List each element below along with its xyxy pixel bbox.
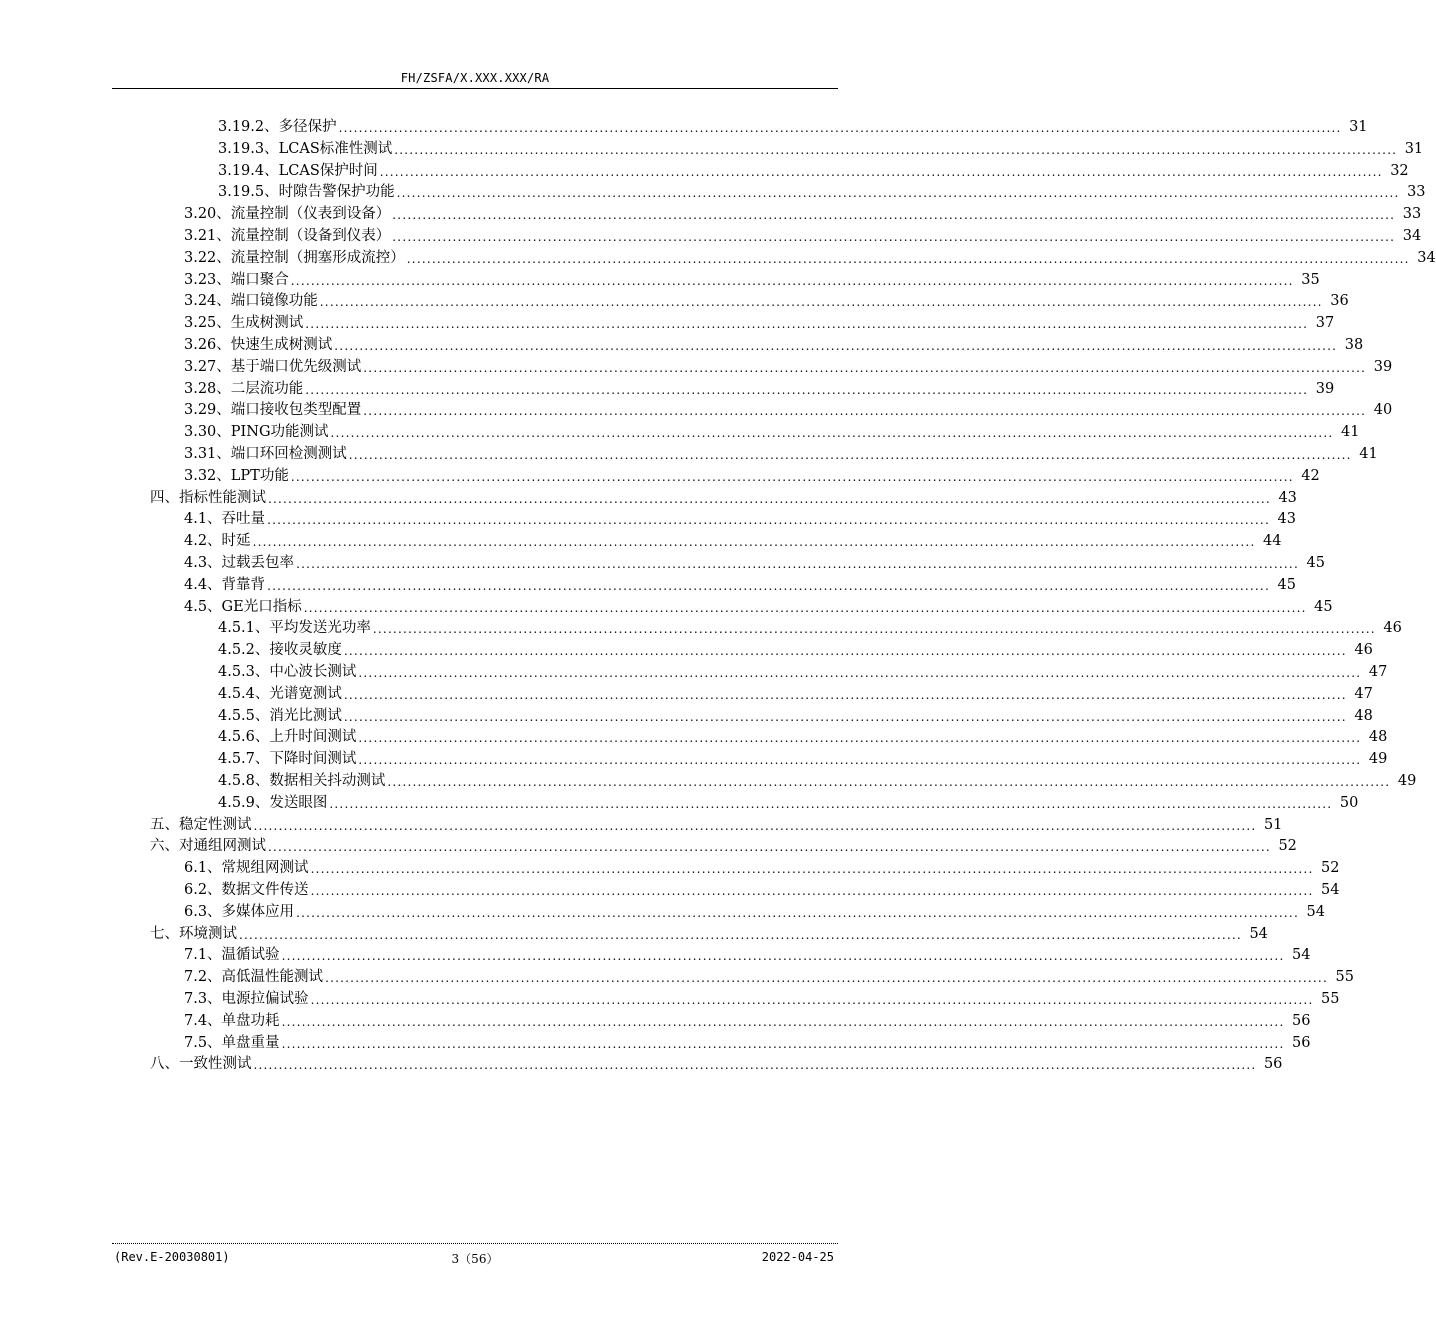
toc-entry-title: 3.30、PING功能测试 [184,424,329,441]
toc-entry[interactable] [184,878,1340,900]
toc-leader-dots: ........................................................................................................................................................................................................ [372,622,1376,637]
toc-leader-dots: ........................................................................................................................................................................................................ [305,382,1309,397]
toc-entry-title: 7.5、单盘重量 [184,1034,280,1051]
toc-leader-dots: ........................................................................................................................................................................................................ [396,186,1400,201]
toc-entry-page: 52 [1321,860,1340,877]
toc-entry-title: 七、环境测试 [150,925,237,942]
toc-entry-title: 3.19.2、多径保护 [218,119,337,135]
toc-entry-page: 45 [1306,555,1325,571]
toc-entry-page: 54 [1292,947,1311,964]
toc-leader-dots: ........................................................................................................................................................................................................ [343,644,1347,659]
toc-entry-page: 48 [1354,707,1373,724]
toc-leader-dots: ........................................................................................................................................................................................................ [358,753,1362,768]
toc-entry-title: 4.5.9、发送眼图 [218,794,328,811]
toc-entry-title: 4.1、吞吐量 [184,511,266,528]
toc-entry[interactable] [184,464,1320,486]
toc-leader-dots: ........................................................................................................................................................................................................ [330,426,1334,441]
toc-leader-dots: ........................................................................................................................................................................................................ [281,949,1285,964]
page-number: 3（56） [451,1252,499,1266]
toc-entry-page: 49 [1368,751,1388,768]
toc-entry[interactable] [184,507,1296,529]
toc-entry[interactable] [184,856,1340,878]
toc-entry-title: 八、一致性测试 [150,1056,252,1073]
toc-entry-title: 3.24、端口镜像功能 [184,293,318,310]
toc-entry[interactable] [218,660,1388,682]
toc-entry[interactable] [184,377,1335,399]
toc-entry-page: 31 [1349,119,1368,135]
toc-leader-dots: ........................................................................................................................................................................................................ [329,796,1333,811]
toc-entry-title: 3.28、二层流功能 [184,380,304,397]
toc-entry[interactable] [184,333,1364,355]
toc-leader-dots: ........................................................................................................................................................................................................ [379,164,1383,179]
toc-entry[interactable] [184,420,1360,442]
toc-leader-dots: ........................................................................................................................................................................................................ [387,775,1391,789]
toc-leader-dots: ........................................................................................................................................................................................................ [334,339,1338,353]
toc-leader-dots: ........................................................................................................................................................................................................ [290,469,1294,484]
toc-entry[interactable] [218,159,1409,181]
toc-entry-title: 3.29、端口接收包类型配置 [184,402,362,419]
toc-entry[interactable] [184,965,1354,987]
toc-leader-dots: ........................................................................................................................................................................................................ [267,578,1270,593]
toc-entry[interactable] [218,725,1388,747]
toc-entry[interactable] [184,268,1320,290]
toc-entry-title: 3.27、基于端口优先级测试 [184,358,362,375]
toc-entry-title: 7.2、高低温性能测试 [184,969,324,986]
toc-entry-page: 54 [1321,882,1340,898]
toc-entry-page: 33 [1402,206,1422,223]
toc-entry[interactable] [184,1031,1311,1053]
toc-entry-page: 48 [1368,729,1388,746]
toc-entry-page: 41 [1359,446,1378,462]
toc-leader-dots: ........................................................................................................................................................................................................ [392,208,1396,223]
toc-entry[interactable] [184,398,1393,420]
toc-entry-page: 55 [1335,969,1354,986]
toc-entry-title: 6.2、数据文件传送 [184,882,309,898]
toc-entry-title: 3.20、流量控制（仪表到设备） [184,206,391,223]
toc-entry-page: 41 [1340,424,1360,441]
toc-leader-dots: ........................................................................................................................................................................................................ [253,1058,1257,1073]
toc-entry-title: 四、指标性能测试 [150,489,266,506]
toc-entry[interactable] [150,922,1268,944]
toc-entry[interactable] [184,573,1296,595]
toc-entry-page: 56 [1292,1012,1311,1029]
toc-entry-title: 4.5.3、中心波长测试 [218,664,357,680]
footer-date: 2022-04-25 [761,1250,834,1264]
toc-entry-page: 47 [1354,685,1373,702]
toc-leader-dots: ........................................................................................................................................................................................................ [253,818,1257,833]
toc-entry[interactable] [184,595,1333,617]
toc-entry[interactable] [184,551,1325,573]
toc-entry-page: 32 [1390,162,1409,179]
toc-entry-page: 45 [1314,598,1333,615]
toc-entry-title: 4.3、过载丢包率 [184,555,295,571]
toc-entry-page: 56 [1263,1056,1283,1073]
toc-entry-page: 51 [1263,816,1283,833]
toc-entry-title: 3.19.3、LCAS标准性测试 [218,140,393,157]
toc-entry-title: 3.23、端口聚合 [184,271,289,288]
toc-entry[interactable] [218,682,1373,704]
toc-leader-dots: ........................................................................................................................................................................................................ [267,513,1270,528]
toc-entry-page: 49 [1397,773,1417,789]
toc-entry-title: 3.32、LPT功能 [184,467,289,484]
toc-entry-page: 37 [1315,315,1335,332]
toc-entry[interactable] [218,137,1424,159]
toc-entry[interactable] [218,769,1417,791]
toc-entry-page: 40 [1373,402,1393,419]
toc-entry-title: 7.1、温循试验 [184,947,280,964]
page-footer [112,1250,838,1266]
toc-entry-page: 31 [1404,140,1424,157]
toc-entry[interactable] [150,834,1297,856]
toc-entry-title: 4.5.2、接收灵敏度 [218,642,342,659]
toc-leader-dots: ........................................................................................................................................................................................................ [281,1014,1285,1029]
toc-entry[interactable] [150,486,1297,508]
toc-entry[interactable] [218,791,1359,813]
toc-leader-dots: ........................................................................................................................................................................................................ [338,121,1342,135]
toc-leader-dots: ........................................................................................................................................................................................................ [290,273,1294,288]
toc-entry[interactable] [218,638,1373,660]
toc-entry-page: 50 [1339,794,1359,811]
toc-entry-page: 43 [1278,489,1297,506]
toc-entry[interactable] [184,987,1340,1009]
toc-entry-page: 46 [1354,642,1373,659]
toc-entry-page: 45 [1277,576,1296,593]
toc-entry-title: 4.2、时延 [184,533,251,550]
toc-leader-dots: ........................................................................................................................................................................................................ [343,709,1347,724]
toc-leader-dots: ........................................................................................................................................................................................................ [394,142,1398,157]
toc-entry[interactable] [218,704,1373,726]
toc-entry-title: 3.21、流量控制（设备到仪表） [184,228,391,244]
toc-leader-dots: ........................................................................................................................................................................................................ [296,905,1299,920]
toc-leader-dots: ........................................................................................................................................................................................................ [281,1036,1285,1051]
toc-entry[interactable] [184,289,1349,311]
toc-entry-page: 38 [1344,337,1364,353]
toc-entry-page: 34 [1402,228,1422,244]
toc-leader-dots: ........................................................................................................................................................................................................ [239,927,1242,942]
toc-leader-dots: ........................................................................................................................................................................................................ [310,993,1314,1007]
toc-leader-dots: ........................................................................................................................................................................................................ [348,448,1352,462]
toc-entry-title: 3.26、快速生成树测试 [184,337,333,353]
toc-leader-dots: ........................................................................................................................................................................................................ [343,687,1347,702]
toc-entry-title: 4.5.1、平均发送光功率 [218,620,371,637]
toc-leader-dots: ........................................................................................................................................................................................................ [268,840,1271,855]
toc-entry-page: 39 [1315,380,1335,397]
toc-entry[interactable] [150,813,1283,835]
toc-entry-title: 4.5.6、上升时间测试 [218,729,357,746]
toc-entry[interactable] [184,442,1378,464]
toc-entry-page: 43 [1277,511,1296,528]
revision-label: (Rev.E-20030801) [114,1250,230,1264]
toc-leader-dots: ........................................................................................................................................................................................................ [319,295,1323,310]
toc-leader-dots: ........................................................................................................................................................................................................ [392,230,1396,244]
toc-entry-page: 36 [1330,293,1349,310]
toc-leader-dots: ........................................................................................................................................................................................................ [268,491,1271,506]
toc-entry-title: 4.5、GE光口指标 [184,598,302,615]
toc-entry-page: 39 [1373,358,1393,375]
toc-entry-title: 7.3、电源拉偏试验 [184,991,309,1007]
toc-entry-page: 52 [1278,838,1297,855]
document-code-header: FH/ZSFA/X.XXX.XXX/RA [400,71,550,85]
toc-leader-dots: ........................................................................................................................................................................................................ [363,360,1367,375]
toc-entry-title: 6.3、多媒体应用 [184,903,295,920]
toc-entry-title: 4.5.8、数据相关抖动测试 [218,773,386,789]
toc-entry-title: 4.5.7、下降时间测试 [218,751,357,768]
toc-entry-title: 3.22、流量控制（拥塞形成流控） [184,249,405,266]
toc-entry-title: 7.4、单盘功耗 [184,1012,280,1029]
toc-leader-dots: ........................................................................................................................................................................................................ [358,666,1362,680]
toc-entry[interactable] [184,529,1282,551]
toc-entry-page: 46 [1383,620,1402,637]
toc-leader-dots: ........................................................................................................................................................................................................ [406,251,1410,266]
toc-entry-title: 4.5.4、光谱宽测试 [218,685,342,702]
toc-entry-title: 3.25、生成树测试 [184,315,304,332]
toc-entry[interactable] [218,747,1388,769]
toc-leader-dots: ........................................................................................................................................................................................................ [252,535,1256,550]
toc-entry[interactable] [184,202,1422,224]
toc-entry-title: 6.1、常规组网测试 [184,860,309,877]
toc-leader-dots: ........................................................................................................................................................................................................ [310,862,1314,877]
toc-entry-page: 55 [1321,991,1340,1007]
toc-leader-dots: ........................................................................................................................................................................................................ [305,317,1309,332]
toc-leader-dots: ........................................................................................................................................................................................................ [310,884,1314,898]
toc-leader-dots: ........................................................................................................................................................................................................ [296,557,1299,571]
toc-entry-title: 五、稳定性测试 [150,816,252,833]
toc-entry-title: 4.5.5、消光比测试 [218,707,342,724]
toc-entry-page: 54 [1306,903,1325,920]
toc-entry[interactable] [184,355,1393,377]
header-divider [112,88,838,89]
toc-entry-page: 54 [1249,925,1268,942]
toc-entry-page: 33 [1407,184,1426,201]
toc-entry[interactable] [218,180,1426,202]
toc-entry-page: 56 [1292,1034,1311,1051]
toc-entry[interactable] [218,616,1402,638]
toc-entry-title: 3.31、端口环回检测测试 [184,446,347,462]
toc-entry-page: 35 [1301,271,1320,288]
toc-entry-page: 42 [1301,467,1320,484]
toc-entry-title: 4.4、背靠背 [184,576,266,593]
toc-leader-dots: ........................................................................................................................................................................................................ [325,971,1328,986]
toc-entry[interactable] [184,224,1422,246]
footer-divider [112,1243,838,1244]
toc-entry-title: 3.19.5、时隙告警保护功能 [218,184,395,201]
toc-entry-page: 34 [1417,249,1436,266]
toc-entry[interactable] [184,900,1325,922]
toc-entry[interactable] [184,943,1311,965]
toc-entry-page: 47 [1368,664,1388,680]
toc-entry[interactable] [184,246,1436,268]
toc-leader-dots: ........................................................................................................................................................................................................ [358,731,1362,746]
toc-entry[interactable] [150,1052,1283,1074]
toc-entry[interactable] [184,311,1335,333]
toc-entry-title: 六、对通组网测试 [150,838,266,855]
toc-entry[interactable] [184,1009,1311,1031]
toc-entry-page: 44 [1263,533,1282,550]
toc-entry-title: 3.19.4、LCAS保护时间 [218,162,378,179]
toc-leader-dots: ........................................................................................................................................................................................................ [303,600,1307,615]
toc-entry[interactable] [218,115,1368,137]
toc-leader-dots: ........................................................................................................................................................................................................ [363,404,1367,419]
